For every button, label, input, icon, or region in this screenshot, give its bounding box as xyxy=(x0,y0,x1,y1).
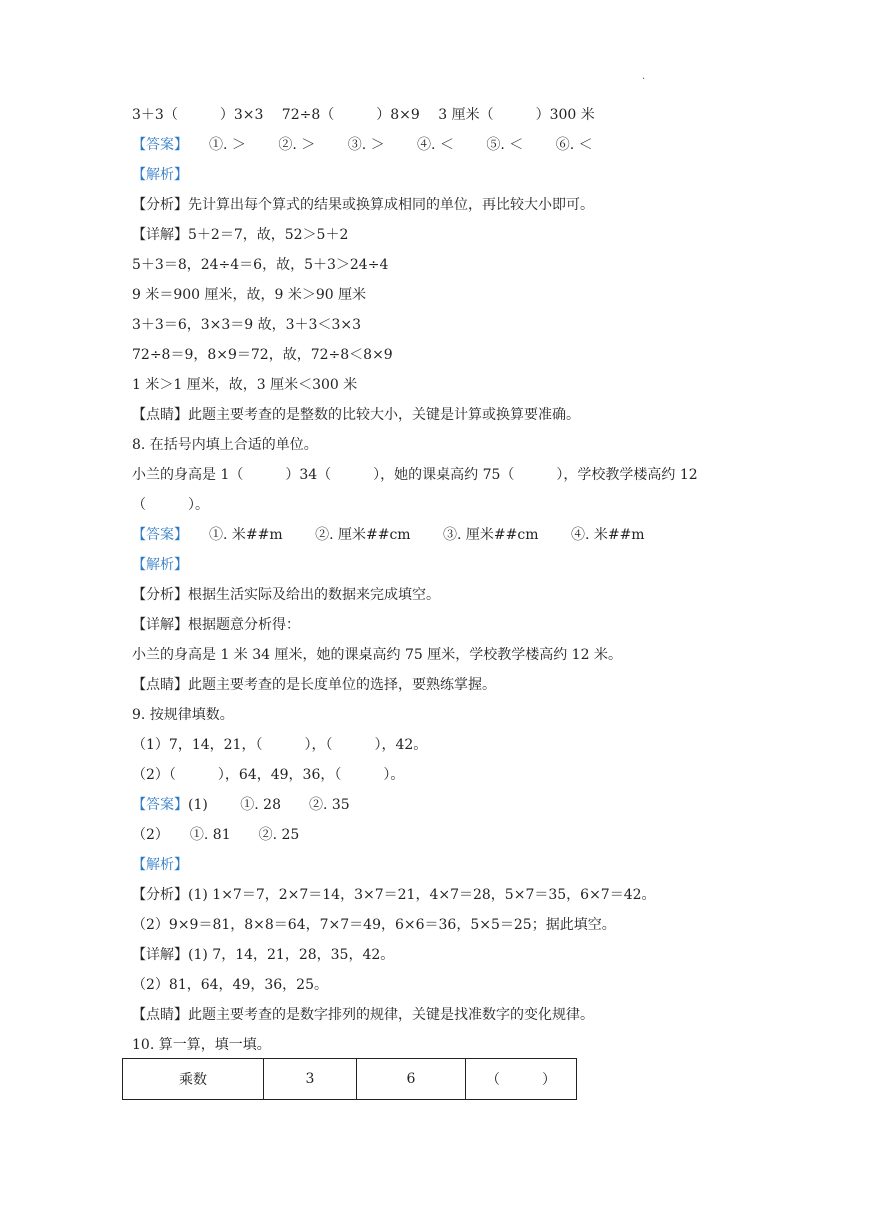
section-label: 【解析】 xyxy=(132,557,188,573)
line-text: 1 米＞1 厘米，故，3 厘米＜300 米 xyxy=(132,377,358,393)
line-text: 9 米＝900 厘米，故，9 米＞90 厘米 xyxy=(132,287,367,303)
line-text: （2）81，64，49，36，25。 xyxy=(132,977,328,993)
line-text: 8. 在括号内填上合适的单位。 xyxy=(132,437,318,453)
text-line xyxy=(132,820,752,850)
line-text: ①. 米##m ②. 厘米##cm ③. 厘米##cm ④. 米##m xyxy=(181,527,645,543)
line-text: （1）7，14，21，（ ），（ ），42。 xyxy=(132,737,428,753)
line-text: 【分析】根据生活实际及给出的数据来完成填空。 xyxy=(132,587,440,603)
text-line xyxy=(132,340,752,370)
text-line xyxy=(132,850,752,880)
text-line xyxy=(132,160,752,190)
text-line xyxy=(132,1030,752,1060)
text-line xyxy=(132,430,752,460)
section-label: 【解析】 xyxy=(132,857,188,873)
table-cell: 6 xyxy=(357,1059,466,1100)
text-line xyxy=(132,790,752,820)
line-text: 【分析】先计算出每个算式的结果或换算成相同的单位，再比较大小即可。 xyxy=(132,197,594,213)
line-text: 【点睛】此题主要考查的是整数的比较大小，关键是计算或换算要准确。 xyxy=(132,407,580,423)
table-cell: 乘数 xyxy=(123,1059,264,1100)
text-line xyxy=(132,550,752,580)
line-text: 10. 算一算，填一填。 xyxy=(132,1037,271,1053)
text-line xyxy=(132,190,752,220)
text-line xyxy=(132,490,752,520)
text-line xyxy=(132,100,752,130)
table-row xyxy=(123,1059,577,1100)
line-text: 【点睛】此题主要考查的是数字排列的规律，关键是找准数字的变化规律。 xyxy=(132,1007,594,1023)
line-text: 3＋3（ ）3×3 72÷8（ ）8×9 3 厘米（ ）300 米 xyxy=(132,107,595,123)
line-text: 【分析】(1) 1×7＝7，2×7＝14，3×7＝21，4×7＝28，5×7＝35，6×7＝42。 xyxy=(132,887,656,903)
table-cell: （ ） xyxy=(466,1059,577,1100)
line-text: 5＋3＝8，24÷4＝6，故，5＋3＞24÷4 xyxy=(132,257,389,273)
text-line xyxy=(132,700,752,730)
line-text: 小兰的身高是 1 米 34 厘米，她的课桌高约 75 厘米，学校教学楼高约 12 米。 xyxy=(132,647,622,663)
line-text: 【详解】5＋2＝7，故，52＞5＋2 xyxy=(132,227,349,243)
line-text: 3＋3＝6，3×3＝9 故，3＋3＜3×3 xyxy=(132,317,361,333)
line-text: （2）（ ），64，49，36，（ ）。 xyxy=(132,767,405,783)
line-text: 小兰的身高是 1（ ）34（ ），她的课桌高约 75（ ），学校教学楼高约 12 xyxy=(132,467,698,483)
text-line xyxy=(132,670,752,700)
text-line xyxy=(132,910,752,940)
text-line xyxy=(132,760,752,790)
line-text: 72÷8＝9，8×9＝72，故，72÷8＜8×9 xyxy=(132,347,393,363)
line-text: 【详解】根据题意分析得： xyxy=(132,617,300,633)
text-line xyxy=(132,460,752,490)
text-line xyxy=(132,250,752,280)
multiplication-table xyxy=(122,1058,577,1100)
line-text: （ ）。 xyxy=(132,497,209,513)
section-label: 【答案】 xyxy=(132,797,188,813)
table-cell: 3 xyxy=(264,1059,357,1100)
section-label: 【解析】 xyxy=(132,167,188,183)
header-dot: · xyxy=(642,74,646,85)
text-line xyxy=(132,370,752,400)
text-line xyxy=(132,940,752,970)
text-line xyxy=(132,730,752,760)
text-line xyxy=(132,580,752,610)
text-line xyxy=(132,970,752,1000)
line-text: (1) ①. 28 ②. 35 xyxy=(188,797,350,813)
line-text: 【点睛】此题主要考查的是长度单位的选择，要熟练掌握。 xyxy=(132,677,496,693)
line-text: 9. 按规律填数。 xyxy=(132,707,234,723)
document-body xyxy=(132,100,752,1060)
text-line xyxy=(132,610,752,640)
line-text: （2）9×9＝81，8×8＝64，7×7＝49，6×6＝36，5×5＝25；据此填空。 xyxy=(132,917,616,933)
text-line xyxy=(132,400,752,430)
text-line xyxy=(132,1000,752,1030)
line-text: （2） ①. 81 ②. 25 xyxy=(132,827,300,843)
text-line xyxy=(132,130,752,160)
text-line xyxy=(132,310,752,340)
section-label: 【答案】 xyxy=(132,137,181,153)
text-line xyxy=(132,220,752,250)
line-text: ①. ＞ ②. ＞ ③. ＞ ④. ＜ ⑤. ＜ ⑥. ＜ xyxy=(181,137,593,153)
line-text: 【详解】(1) 7，14，21，28，35，42。 xyxy=(132,947,395,963)
text-line xyxy=(132,280,752,310)
section-label: 【答案】 xyxy=(132,527,181,543)
text-line xyxy=(132,880,752,910)
text-line xyxy=(132,520,752,550)
text-line xyxy=(132,640,752,670)
